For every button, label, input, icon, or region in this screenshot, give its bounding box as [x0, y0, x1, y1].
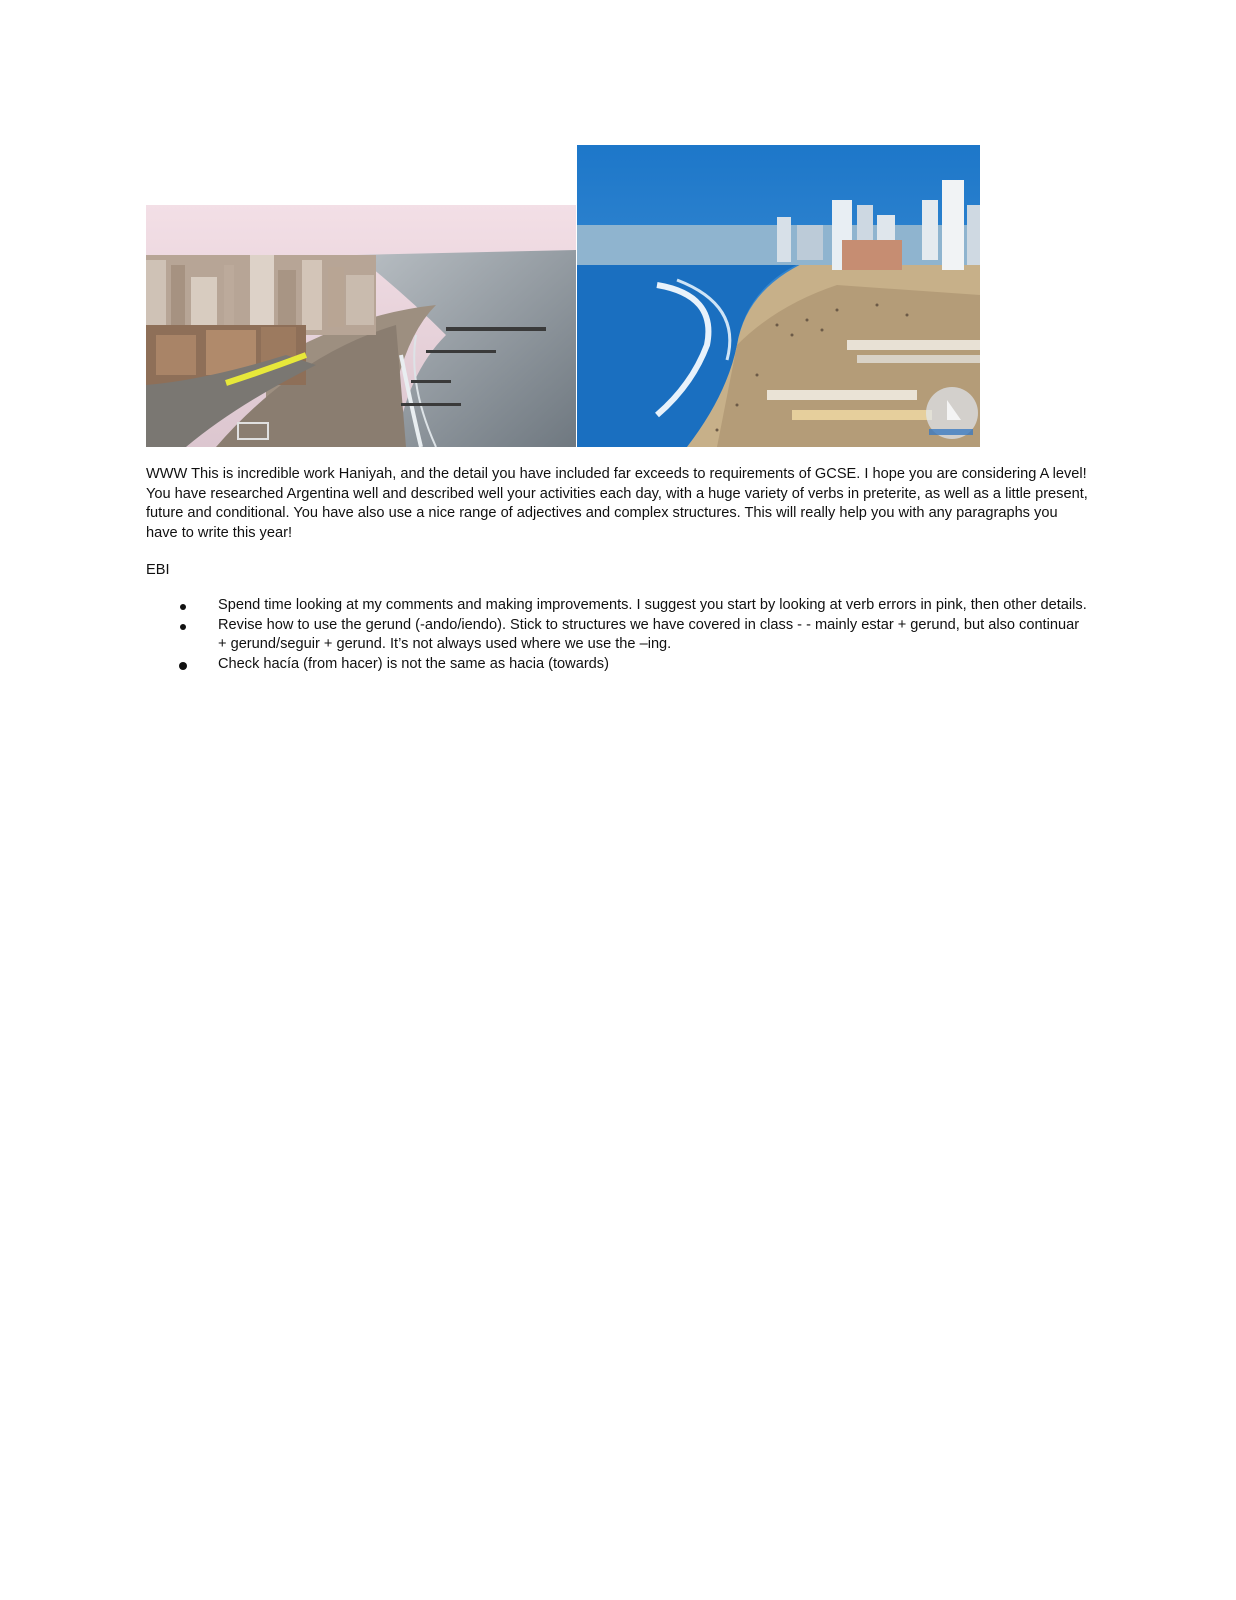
- ebi-list: [146, 596, 1091, 674]
- list-item: [146, 655, 1091, 675]
- coastal-city-photo: [146, 205, 576, 447]
- bullet-icon: [180, 624, 186, 630]
- list-item: [146, 616, 1091, 655]
- bullet-icon: [180, 604, 186, 610]
- www-feedback-paragraph: WWW This is incredible work Haniyah, and the detail you have included far exceeds to requirements of GCSE. I hope you are considering A level! You have researched Argentina well and described well your activities each day, with a huge variety of verbs in preterite, as well as a little present, future and conditional. You have also use a nice range of adjectives and complex structures. This will really help you with any paragraphs you have to write this year!: [146, 466, 1088, 541]
- list-item-text: Check hacía (from hacer) is not the same as hacia (towards): [218, 655, 609, 672]
- list-item-text: Revise how to use the gerund (-ando/iendo). Stick to structures we have covered in class - - mainly estar + gerund, but also continuar + gerund/seguir + gerund. It’s not always used where we use the –ing.: [218, 616, 1080, 653]
- bullet-icon: [179, 662, 187, 670]
- beach-photo: [577, 145, 980, 447]
- list-item: [146, 596, 1091, 616]
- list-item-text: Spend time looking at my comments and making improvements. I suggest you start by looking at verb errors in pink, then other details.: [218, 597, 1087, 613]
- ebi-heading: EBI: [146, 562, 170, 578]
